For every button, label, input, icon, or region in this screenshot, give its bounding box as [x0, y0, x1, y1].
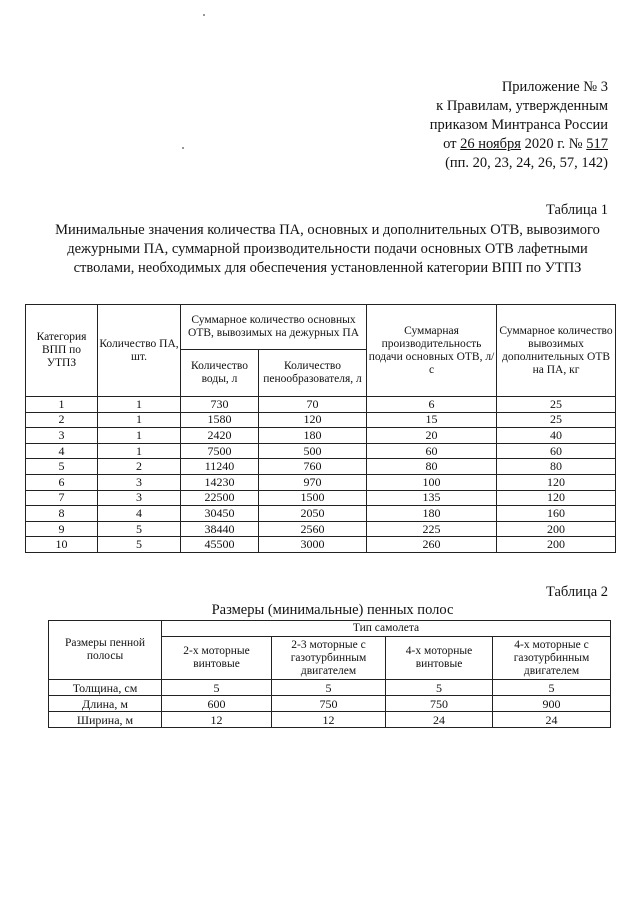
appendix-header: [430, 78, 608, 173]
table-cell: 7500: [181, 443, 259, 459]
table-cell: 4: [26, 443, 98, 459]
table-cell: 120: [497, 474, 616, 490]
header-category: Категория ВПП по УТПЗ: [26, 305, 98, 397]
header-quad-prop: 4-х моторные винтовые: [386, 637, 493, 680]
table-cell: Длина, м: [49, 696, 162, 712]
table-cell: 200: [497, 521, 616, 537]
table-cell: 135: [367, 490, 497, 506]
table-cell: 12: [162, 712, 272, 728]
appendix-number: Приложение № 3: [501, 79, 608, 95]
table1: [25, 304, 616, 553]
table-cell: 225: [367, 521, 497, 537]
table2-title: Размеры (минимальные) пенных полос: [211, 602, 454, 618]
table-row: [26, 506, 616, 522]
table-row: [26, 397, 616, 413]
table-cell: 600: [162, 696, 272, 712]
appendix-date: 26 ноября: [460, 136, 521, 152]
table-cell: 6: [26, 474, 98, 490]
table-cell: 120: [497, 490, 616, 506]
table-cell: 30450: [181, 506, 259, 522]
table-cell: 2050: [259, 506, 367, 522]
header-aircraft-type: Тип самолета: [162, 621, 611, 637]
table-cell: 25: [497, 412, 616, 428]
table-cell: 2560: [259, 521, 367, 537]
table-cell: 8: [26, 506, 98, 522]
table-cell: 11240: [181, 459, 259, 475]
table-cell: 5: [272, 680, 386, 696]
table-cell: 14230: [181, 474, 259, 490]
table-cell: 38440: [181, 521, 259, 537]
header-productivity: Суммарная производительность подачи основных ОТВ, л/с: [367, 305, 497, 397]
table-cell: 2420: [181, 428, 259, 444]
table-cell: 15: [367, 412, 497, 428]
scan-speck: [203, 14, 205, 16]
table-cell: 2: [26, 412, 98, 428]
table-cell: 5: [493, 680, 611, 696]
table-row: [26, 537, 616, 553]
header-quad-turbine: 4-х моторные с газотурбинным двигателем: [493, 637, 611, 680]
table-cell: 160: [497, 506, 616, 522]
table-row: [26, 412, 616, 428]
table-cell: 60: [497, 443, 616, 459]
table-cell: 3: [98, 474, 181, 490]
header-twin-prop: 2-х моторные винтовые: [162, 637, 272, 680]
table-cell: 80: [497, 459, 616, 475]
appendix-date-line: от 26 ноября 2020 г. № 517: [443, 136, 608, 152]
table-cell: 180: [259, 428, 367, 444]
table-cell: 1500: [259, 490, 367, 506]
table-cell: 5: [386, 680, 493, 696]
table-cell: 5: [162, 680, 272, 696]
table-cell: 22500: [181, 490, 259, 506]
table-cell: 24: [386, 712, 493, 728]
scan-speck: [182, 147, 184, 149]
table-cell: 120: [259, 412, 367, 428]
table1-title: Минимальные значения количества ПА, основных и дополнительных ОТВ, вывозимого дежурными ПА, суммарной производительности подачи основных ОТВ лафетными стволами, необходимых для обеспечения установленной категории ВПП по УТПЗ: [55, 222, 600, 276]
table-cell: 20: [367, 428, 497, 444]
header-total-main: Суммарное количество основных ОТВ, вывозимых на дежурных ПА: [181, 305, 367, 350]
table-cell: 750: [386, 696, 493, 712]
table-cell: 1: [98, 443, 181, 459]
table2-label: Таблица 2: [545, 584, 608, 600]
table-cell: 6: [367, 397, 497, 413]
table-cell: 5: [98, 521, 181, 537]
table-cell: 760: [259, 459, 367, 475]
header-twin-turbine: 2-3 моторные с газотурбинным двигателем: [272, 637, 386, 680]
header-water: Количество воды, л: [181, 350, 259, 397]
table-cell: 25: [497, 397, 616, 413]
table-cell: 4: [98, 506, 181, 522]
table-cell: 5: [98, 537, 181, 553]
table-cell: 45500: [181, 537, 259, 553]
appendix-order-number: 517: [586, 136, 608, 152]
table-cell: 24: [493, 712, 611, 728]
table-row: [26, 474, 616, 490]
table-row: [49, 696, 611, 712]
table-cell: 730: [181, 397, 259, 413]
header-foam: Количество пенообразователя, л: [259, 350, 367, 397]
table-cell: 1580: [181, 412, 259, 428]
table-cell: Толщина, см: [49, 680, 162, 696]
table-cell: 750: [272, 696, 386, 712]
table-cell: 900: [493, 696, 611, 712]
table-row: [49, 680, 611, 696]
table-row: [26, 459, 616, 475]
table-cell: 1: [98, 412, 181, 428]
table-row: [49, 712, 611, 728]
appendix-paragraphs: (пп. 20, 23, 24, 26, 57, 142): [445, 155, 608, 171]
table2: [48, 620, 611, 728]
table-cell: 1: [98, 428, 181, 444]
table-cell: 9: [26, 521, 98, 537]
table-cell: 80: [367, 459, 497, 475]
header-count: Количество ПА, шт.: [98, 305, 181, 397]
table-row: [26, 521, 616, 537]
table-cell: 500: [259, 443, 367, 459]
table-cell: 200: [497, 537, 616, 553]
table-cell: 180: [367, 506, 497, 522]
header-stripe-size: Размеры пенной полосы: [49, 621, 162, 680]
table-cell: 3: [98, 490, 181, 506]
table-cell: 60: [367, 443, 497, 459]
appendix-rules: к Правилам, утвержденным: [436, 98, 608, 114]
table-cell: 5: [26, 459, 98, 475]
table-cell: 70: [259, 397, 367, 413]
table1-label: Таблица 1: [545, 202, 608, 218]
table-cell: 7: [26, 490, 98, 506]
table-cell: 100: [367, 474, 497, 490]
table-cell: 12: [272, 712, 386, 728]
table-cell: 970: [259, 474, 367, 490]
table-cell: 1: [98, 397, 181, 413]
table-cell: 260: [367, 537, 497, 553]
table-cell: 10: [26, 537, 98, 553]
header-additional: Суммарное количество вывозимых дополнительных ОТВ на ПА, кг: [497, 305, 616, 397]
table-row: [26, 428, 616, 444]
table-row: [26, 490, 616, 506]
table-row: [26, 443, 616, 459]
table-cell: 3: [26, 428, 98, 444]
table-cell: 3000: [259, 537, 367, 553]
table-cell: Ширина, м: [49, 712, 162, 728]
appendix-order: приказом Минтранса России: [429, 117, 608, 133]
table-cell: 1: [26, 397, 98, 413]
table-cell: 2: [98, 459, 181, 475]
table-cell: 40: [497, 428, 616, 444]
